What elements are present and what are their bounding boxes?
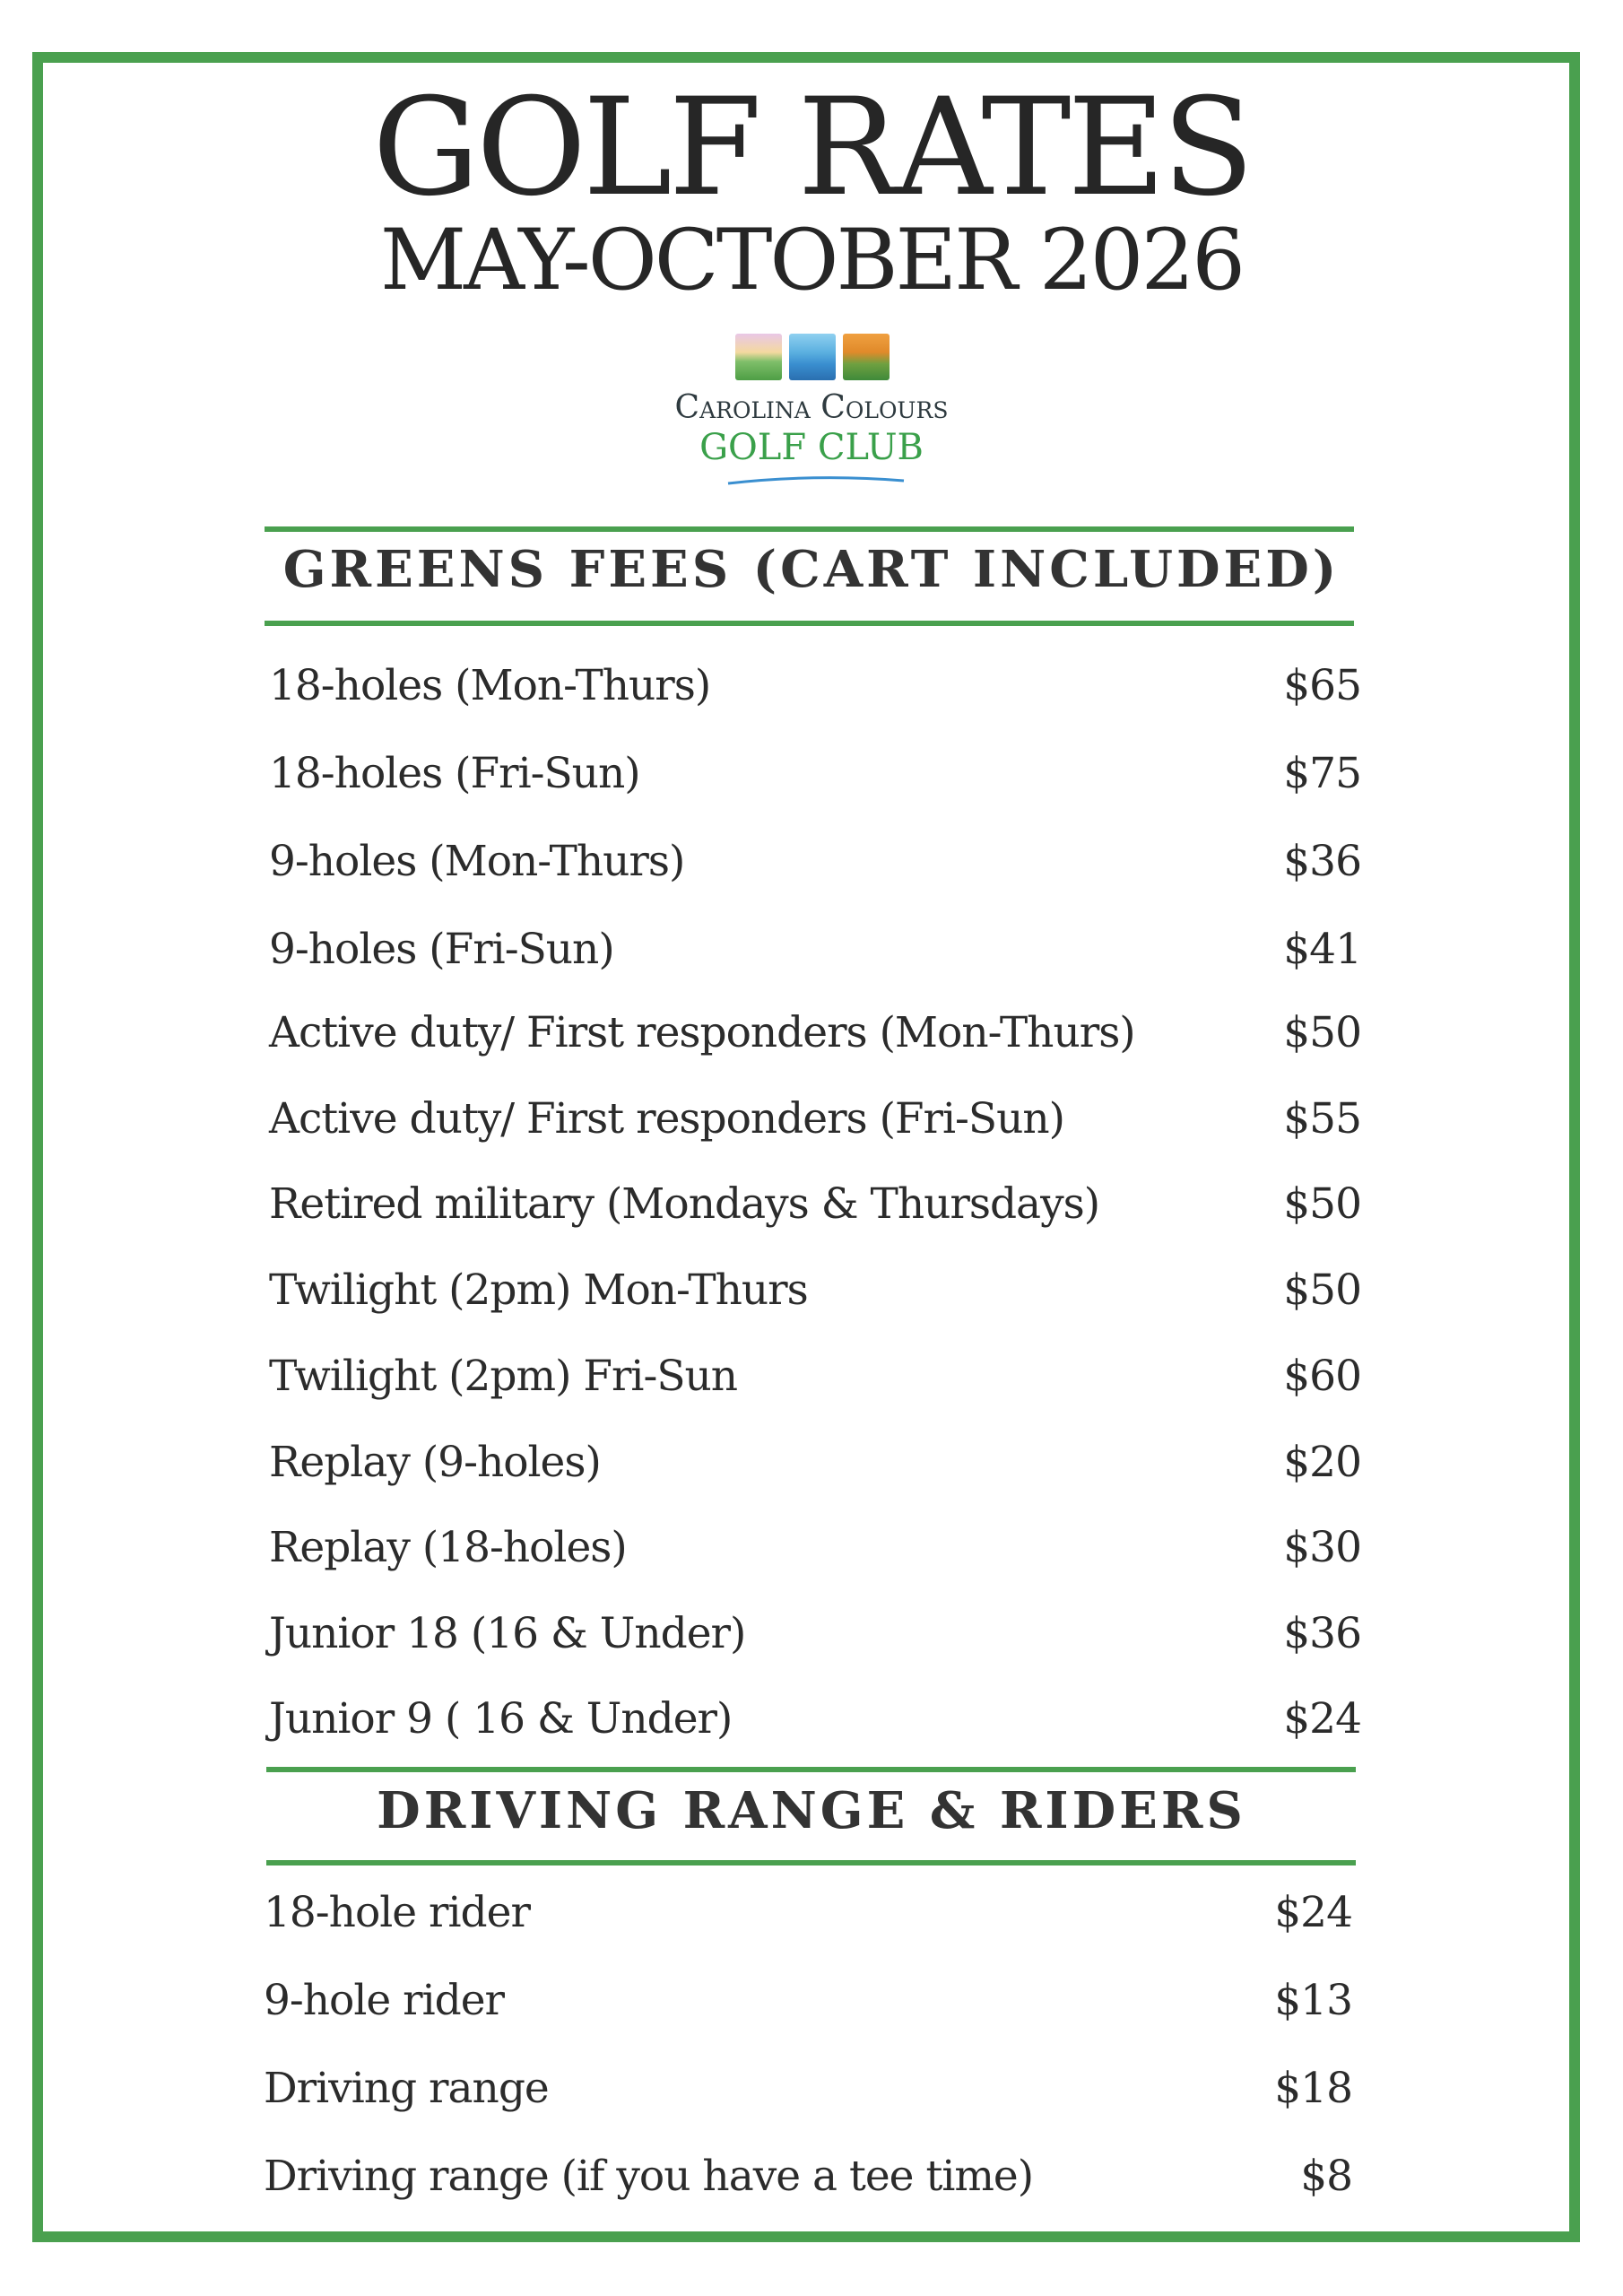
rate-price: $13 xyxy=(1274,1976,1352,2025)
rate-price: $65 xyxy=(1283,661,1361,710)
rate-label: 9-holes (Fri-Sun) xyxy=(269,925,614,974)
rate-price: $41 xyxy=(1283,925,1361,974)
logo-tile-blue xyxy=(789,334,836,380)
greens-fees-heading: GREENS FEES (CART INCLUDED) xyxy=(282,540,1341,599)
rate-label: 18-holes (Fri-Sun) xyxy=(269,749,640,798)
rate-label: Driving range xyxy=(264,2064,549,2113)
greens-fees-top-rule xyxy=(265,526,1354,532)
greens-fees-bottom-rule xyxy=(265,621,1354,626)
rate-label: Retired military (Mondays & Thursdays) xyxy=(269,1179,1100,1229)
rate-label: Twilight (2pm) Fri-Sun xyxy=(269,1352,738,1401)
rate-label: Replay (18-holes) xyxy=(269,1523,627,1572)
rate-price: $8 xyxy=(1300,2152,1352,2201)
rate-price: $20 xyxy=(1283,1438,1361,1487)
club-logo xyxy=(628,334,995,495)
rate-label: Junior 9 ( 16 & Under) xyxy=(269,1694,733,1744)
rate-label: Twilight (2pm) Mon-Thurs xyxy=(269,1265,808,1315)
logo-golf-club: GOLF CLUB xyxy=(699,427,924,468)
logo-tile-orange xyxy=(843,334,890,380)
rate-price: $24 xyxy=(1283,1694,1361,1744)
rate-label: Active duty/ First responders (Fri-Sun) xyxy=(269,1094,1065,1144)
rate-label: Driving range (if you have a tee time) xyxy=(264,2152,1034,2201)
rate-price: $18 xyxy=(1274,2064,1352,2113)
logo-landscape-tiles xyxy=(735,334,890,380)
page-title: GOLF RATES xyxy=(372,70,1251,226)
driving-range-top-rule xyxy=(266,1767,1356,1772)
rate-price: $36 xyxy=(1283,837,1361,886)
rate-price: $75 xyxy=(1283,749,1361,798)
rate-label: Active duty/ First responders (Mon-Thurs) xyxy=(269,1008,1135,1057)
logo-swoosh-icon xyxy=(726,475,906,486)
logo-club-name: Carolina Colours xyxy=(674,389,949,426)
rate-label: 18-hole rider xyxy=(264,1888,530,1937)
rate-price: $50 xyxy=(1283,1179,1361,1229)
rate-price: $36 xyxy=(1283,1609,1361,1658)
rate-price: $50 xyxy=(1283,1008,1361,1057)
rate-price: $30 xyxy=(1283,1523,1361,1572)
page-subtitle: MAY-OCTOBER 2026 xyxy=(379,212,1244,309)
rate-price: $55 xyxy=(1283,1094,1361,1144)
rate-label: 18-holes (Mon-Thurs) xyxy=(269,661,711,710)
driving-range-heading: DRIVING RANGE & RIDERS xyxy=(377,1781,1246,1840)
rate-price: $24 xyxy=(1274,1888,1352,1937)
rate-label: 9-hole rider xyxy=(264,1976,505,2025)
driving-range-bottom-rule xyxy=(266,1860,1356,1866)
rate-label: Replay (9-holes) xyxy=(269,1438,601,1487)
rate-price: $50 xyxy=(1283,1265,1361,1315)
rate-label: 9-holes (Mon-Thurs) xyxy=(269,837,685,886)
rate-label: Junior 18 (16 & Under) xyxy=(269,1609,746,1658)
logo-tile-green xyxy=(735,334,782,380)
rate-price: $60 xyxy=(1283,1352,1361,1401)
